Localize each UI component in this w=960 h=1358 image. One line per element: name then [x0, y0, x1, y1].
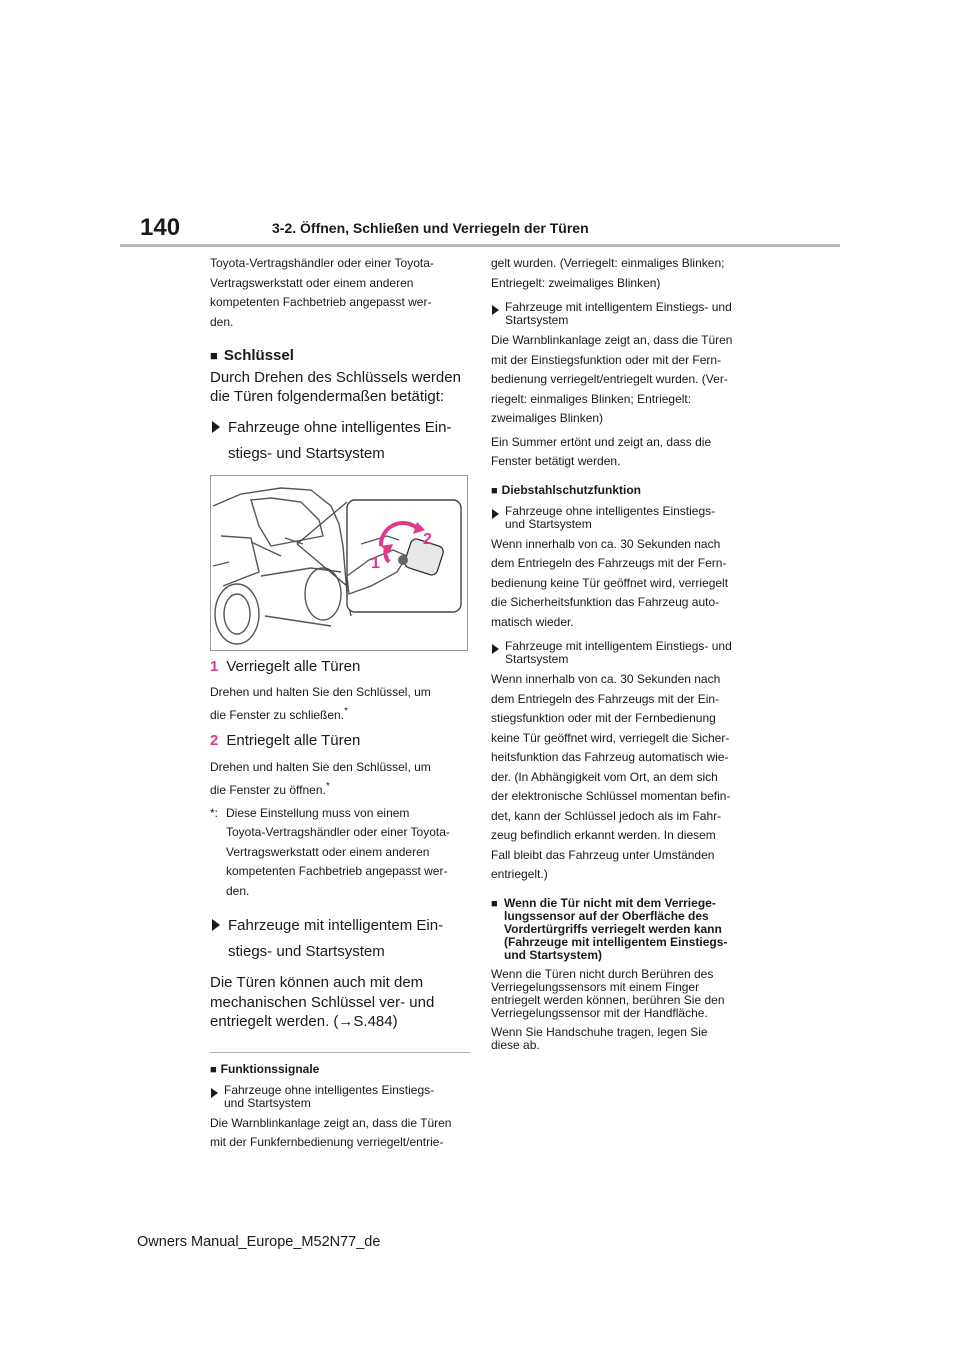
text-line: Durch Drehen des Schlüssels werden — [210, 368, 461, 386]
item-1: 1 Verriegelt alle Türen — [210, 657, 361, 675]
text-line: Toyota-Vertragshändler oder einer Toyota- — [210, 256, 434, 270]
heading-key: ■ Schlüssel — [210, 346, 470, 366]
text-line: die Fenster zu schließen.* — [210, 706, 348, 722]
text-line: Fahrzeuge ohne intelligentes Ein- — [228, 418, 452, 436]
text-line: und Startsystem — [224, 1095, 311, 1110]
page-number: 140 — [140, 214, 181, 241]
header-rule — [120, 244, 840, 247]
figure-label-1: 1 — [371, 554, 380, 572]
text-line: Fahrzeuge mit intelligentem Einstiegs- und — [505, 300, 732, 314]
smart-subheading — [491, 301, 763, 327]
text-line: und Startsystem — [505, 516, 592, 531]
text-line: dem Entriegeln des Fahrzeugs mit der Ein- — [491, 691, 720, 706]
text-line: Vertragswerkstatt oder einem anderen — [226, 844, 430, 859]
square-bullet-icon — [491, 483, 502, 497]
subheading-smart — [210, 913, 470, 965]
text-line: riegelt: einmaliges Blinken; Entriegelt: — [491, 391, 692, 406]
theft-subheading-2 — [491, 640, 763, 666]
text-line: Wenn Sie Handschuhe tragen, legen Sie — [491, 1024, 708, 1039]
intro-paragraph — [210, 254, 470, 332]
text-line: der elektronische Schlüssel momentan befin- — [491, 789, 731, 803]
theft-subheading-1 — [491, 505, 763, 531]
square-bullet-icon — [210, 347, 224, 364]
text-line: Drehen und halten Sie den Schlüssel, um — [210, 685, 431, 699]
text-line: Fahrzeuge ohne intelligentes Einstiegs- — [224, 1082, 435, 1097]
theft-text-1 — [491, 535, 763, 633]
text-line: die Sicherheitsfunktion das Fahrzeug auto- — [491, 595, 720, 609]
text-line: Wenn innerhalb von ca. 30 Sekunden nach — [491, 672, 721, 686]
heading-theft: ■ Diebstahlschutzfunktion — [491, 482, 763, 499]
text-line: Wenn innerhalb von ca. 30 Sekunden nach — [491, 536, 721, 551]
text-line: die Fenster zu öffnen.* — [210, 780, 330, 797]
text-line: und Startsystem) — [504, 947, 603, 962]
text-line: mit der Einstiegsfunktion oder mit der Fern- — [491, 352, 722, 367]
text-line: Fenster betätigt werden. — [491, 454, 621, 468]
theft-text-2 — [491, 670, 763, 885]
text-line: der. (In Abhängigkeit vom Ort, an dem sich — [491, 769, 718, 784]
text-line: Fahrzeuge mit intelligentem Einstiegs- und — [505, 639, 732, 653]
text-line: zeug befindlich erkannt werden. In diesem — [491, 828, 716, 842]
heading-sensor — [491, 897, 763, 962]
right-column — [491, 254, 763, 1052]
heading-signals: ■ Funktionssignale — [210, 1061, 470, 1078]
text-line: Fahrzeuge mit intelligentem Ein- — [228, 917, 444, 934]
text-line: mechanischen Schlüssel ver- und — [210, 993, 435, 1011]
text-line: Die Türen können auch mit dem — [210, 974, 424, 991]
text-line: entriegelt.) — [491, 867, 548, 881]
subheading-no-smart — [210, 415, 470, 467]
text-line: Die Warnblinkanlage zeigt an, dass die Türen — [491, 333, 733, 347]
text-line: Ein Summer ertönt und zeigt an, dass die — [491, 434, 712, 449]
buzzer-text — [491, 433, 763, 472]
gloves-text — [491, 1026, 763, 1052]
left-column — [210, 254, 470, 1153]
text-line: Diese Einstellung muss von einem — [226, 805, 410, 820]
signals-subheading — [210, 1084, 470, 1110]
footer-text: Owners Manual_Europe_M52N77_de — [137, 1234, 381, 1250]
text-line: den. — [210, 314, 234, 329]
text-line: heitsfunktion das Fahrzeug automatisch wie- — [491, 750, 729, 764]
text-line: Toyota-Vertragshändler oder einer Toyota- — [226, 825, 450, 839]
text-line: diese ab. — [491, 1037, 540, 1052]
car-key-drawing — [211, 476, 467, 650]
page-reference-link[interactable]: entriegelt werden. (→S.484) — [210, 1013, 398, 1030]
key-description — [210, 368, 470, 407]
square-bullet-icon — [491, 897, 502, 911]
text-line: (Fahrzeuge mit intelligentem Einstiegs- — [504, 934, 728, 949]
text-line: gelt wurden. (Verriegelt: einmaliges Blinken; — [491, 256, 725, 270]
text-line: den. — [226, 883, 250, 898]
text-line: Vertragswerkstatt oder einem anderen — [210, 275, 414, 290]
text-line: keine Tür geöffnet wird, verriegelt die Sicher- — [491, 730, 730, 745]
callout-number: 1 — [210, 657, 219, 675]
text-line: die Türen folgendermaßen betätigt: — [210, 388, 445, 405]
text-line: stiegs- und Startsystem — [228, 444, 385, 462]
text-line: lungssensor auf der Oberfläche des — [504, 908, 709, 923]
signals-continued — [491, 254, 763, 293]
item-2-text — [210, 757, 470, 800]
text-line: Die Warnblinkanlage zeigt an, dass die Türen — [210, 1115, 452, 1130]
text-line: mit der Funkfernbedienung verriegelt/entrie- — [210, 1135, 444, 1149]
item-2: 2 Entriegelt alle Türen — [210, 732, 361, 749]
text-line: bedienung verriegelt/entriegelt wurden. (Ver- — [491, 372, 728, 386]
text-line: stiegs- und Startsystem — [228, 943, 385, 960]
text-line: Startsystem — [505, 313, 569, 327]
text-line: Verriegelungssensor mit der Handfläche. — [491, 1005, 708, 1020]
text-line: Vordertürgriffs verriegelt werden kann — [504, 921, 722, 936]
signals-text — [210, 1114, 470, 1153]
text-line: kompetenten Fachbetrieb angepasst wer- — [226, 864, 448, 878]
section-divider — [210, 1052, 470, 1053]
text-line: Drehen und halten Sie den Schlüssel, um — [210, 759, 431, 774]
text-line: kompetenten Fachbetrieb angepasst wer- — [210, 295, 432, 309]
text-line: Entriegelt: zweimaliges Blinken) — [491, 275, 661, 290]
text-line: Fahrzeuge ohne intelligentes Einstiegs- — [505, 503, 716, 518]
text-line: Fall bleibt das Fahrzeug unter Umständen — [491, 847, 715, 862]
text-line: matisch wieder. — [491, 614, 574, 629]
text-line: entriegelt werden können, berühren Sie den — [491, 992, 725, 1007]
footnote: *: Diese Einstellung muss von einem Toyota-Vertragshändler oder einer Toyota- Vertragswerkstatt oder einem anderen kompetenten Fachbetrieb angepasst wer- den. — [210, 804, 470, 902]
callout-number: 2 — [210, 732, 219, 749]
figure-label-2: 2 — [423, 530, 432, 548]
mechanical-key-text — [210, 973, 470, 1032]
smart-text — [491, 331, 763, 429]
text-line: dem Entriegeln des Fahrzeugs mit der Fern- — [491, 556, 727, 570]
text-line: Wenn die Tür nicht mit dem Verriege- — [504, 895, 716, 910]
sensor-text — [491, 968, 763, 1020]
item-1-text — [210, 682, 470, 725]
section-title: 3-2. Öffnen, Schließen und Verriegeln der Türen — [272, 220, 589, 236]
text-line: det, kann der Schlüssel jedoch als im Fahr- — [491, 808, 722, 823]
text-line: bedienung keine Tür geöffnet wird, verriegelt — [491, 575, 729, 590]
text-line: Startsystem — [505, 652, 569, 666]
square-bullet-icon — [210, 1062, 221, 1076]
text-line: Verriegelungssensors mit einem Finger — [491, 979, 700, 994]
key-illustration — [210, 475, 468, 651]
text-line: Wenn die Türen nicht durch Berühren des — [491, 966, 714, 981]
text-line: zweimaliges Blinken) — [491, 411, 604, 425]
text-line: stiegsfunktion oder mit der Fernbedienung — [491, 711, 716, 725]
